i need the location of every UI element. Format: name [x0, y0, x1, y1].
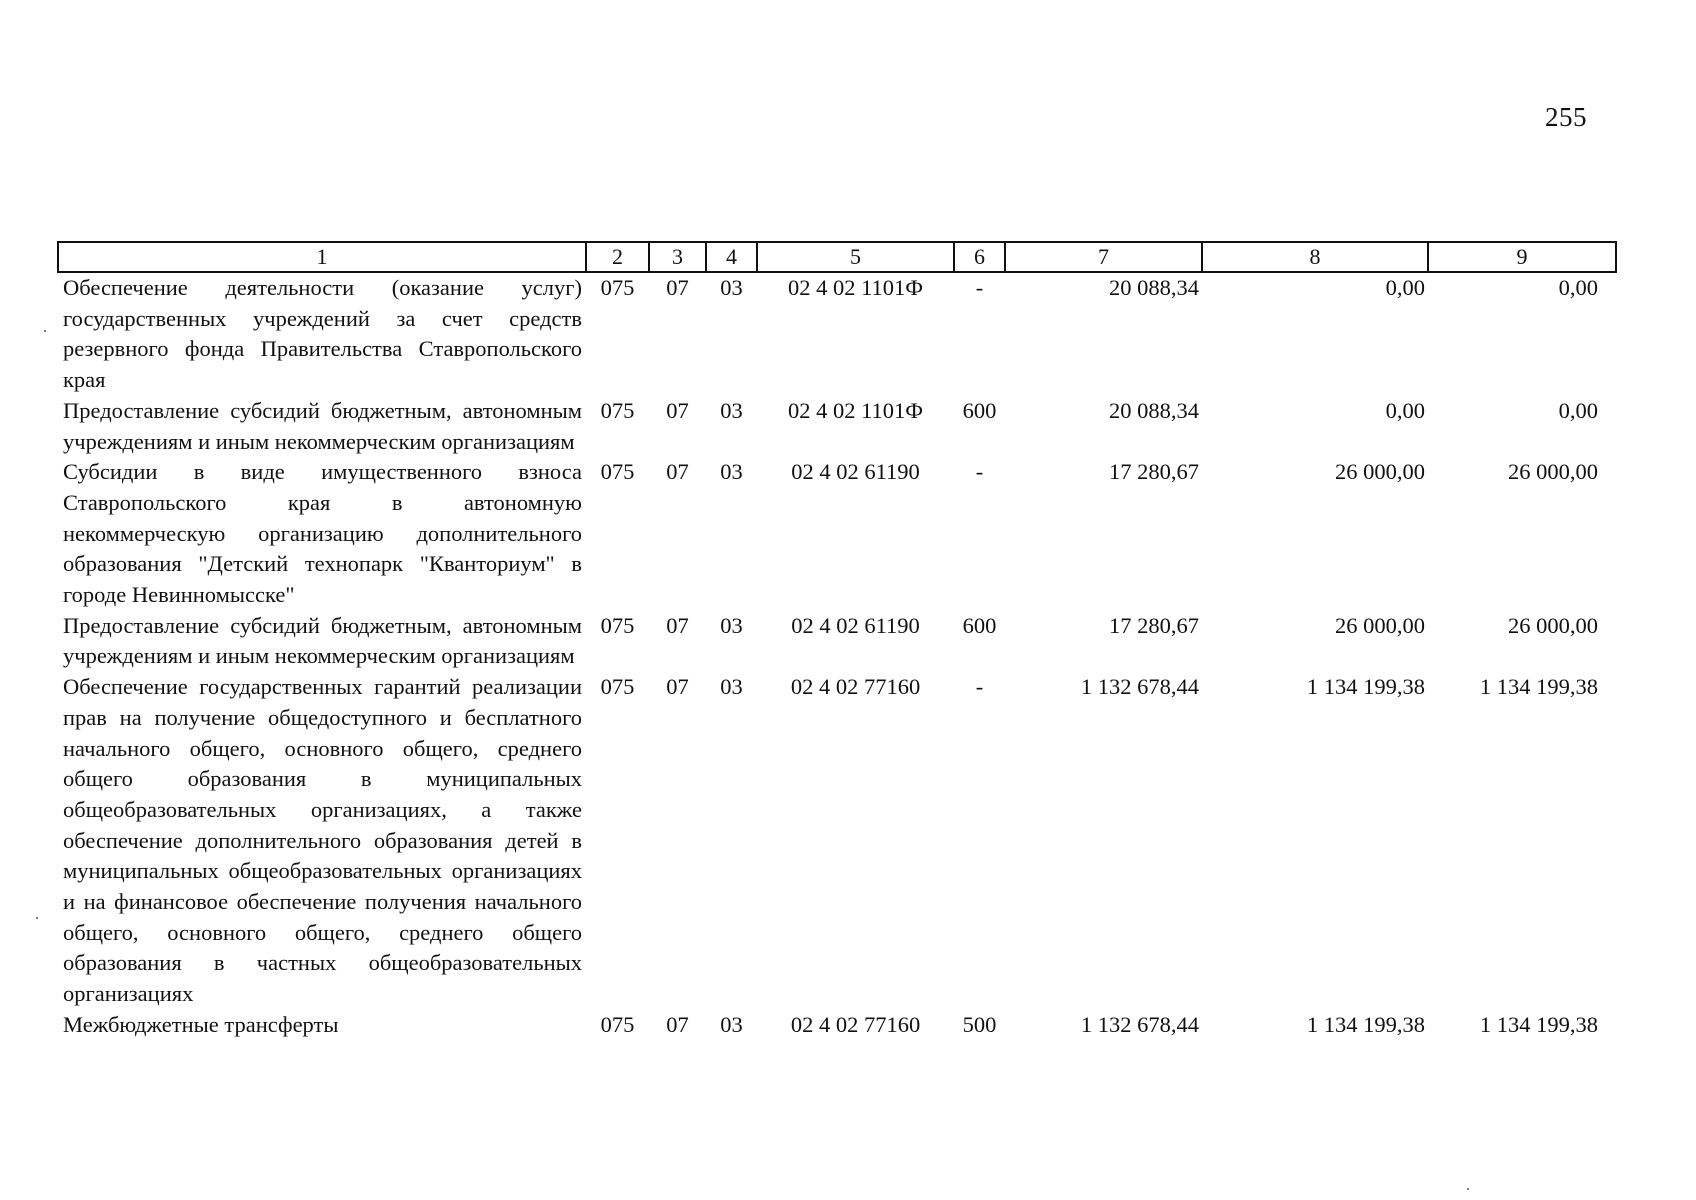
- row-col8: 1 134 199,38: [1306, 674, 1425, 700]
- row-col9: 0,00: [1558, 275, 1598, 300]
- scan-speck: [44, 330, 46, 332]
- row-col6: 600: [962, 612, 997, 638]
- row-col5: 02 4 02 61190: [791, 612, 920, 638]
- row-col7: 20 088,34: [1109, 397, 1199, 423]
- row-col3: 07: [666, 1011, 689, 1037]
- row-col3: 07: [666, 612, 689, 638]
- row-col8: 0,00: [1385, 275, 1425, 300]
- row-col6: -: [975, 674, 984, 700]
- row-col6: -: [975, 459, 984, 485]
- header-cell-6: 6: [954, 242, 1005, 272]
- header-cell-1: 1: [58, 242, 586, 272]
- table-row: [58, 457, 1616, 611]
- row-col3: 07: [666, 397, 689, 423]
- scan-speck: [36, 917, 38, 919]
- header-cell-8: 8: [1202, 242, 1428, 272]
- row-col2: 075: [600, 674, 635, 700]
- row-col7: 17 280,67: [1109, 459, 1199, 485]
- row-col3: 07: [666, 459, 689, 485]
- row-col5: 02 4 02 61190: [791, 459, 920, 485]
- row-name: Субсидии в виде имущественного взноса Ставропольского края в автономную некоммерческую организацию дополнительного образования "Детский технопарк "Кванториум" в городе Невинномысске": [63, 459, 582, 608]
- row-name: Предоставление субсидий бюджетным, автономным учреждениям и иным некоммерческим организациям: [63, 397, 582, 454]
- row-col4: 03: [720, 459, 743, 485]
- row-col6: 500: [962, 1011, 997, 1037]
- row-col3: 07: [666, 275, 689, 300]
- row-col9: 0,00: [1558, 397, 1598, 423]
- header-cell-2: 2: [586, 242, 649, 272]
- row-col9: 1 134 199,38: [1479, 1011, 1598, 1037]
- table-row: [58, 1010, 1616, 1041]
- header-cell-5: 5: [757, 242, 954, 272]
- page-number: 255: [1545, 102, 1587, 132]
- row-col5: 02 4 02 1101Ф: [787, 275, 924, 300]
- table-row: [58, 396, 1616, 457]
- header-cell-4: 4: [706, 242, 757, 272]
- row-col2: 075: [600, 275, 635, 300]
- row-col4: 03: [720, 1011, 743, 1037]
- scan-speck: [1467, 1188, 1469, 1190]
- header-cell-7: 7: [1005, 242, 1202, 272]
- row-col4: 03: [720, 397, 743, 423]
- row-col9: 26 000,00: [1508, 612, 1598, 638]
- row-col7: 20 088,34: [1109, 275, 1199, 300]
- table-row: [58, 672, 1616, 1010]
- row-col8: 26 000,00: [1335, 612, 1425, 638]
- row-col4: 03: [720, 275, 743, 300]
- row-col4: 03: [720, 612, 743, 638]
- row-col2: 075: [600, 459, 635, 485]
- table-row: [58, 611, 1616, 672]
- table-row: [58, 272, 1616, 396]
- row-col2: 075: [600, 397, 635, 423]
- row-col2: 075: [600, 612, 635, 638]
- row-col2: 075: [600, 1011, 635, 1037]
- row-col9: 1 134 199,38: [1479, 674, 1598, 700]
- row-col7: 1 132 678,44: [1080, 1011, 1199, 1037]
- row-col7: 17 280,67: [1109, 612, 1199, 638]
- row-col6: -: [975, 275, 984, 300]
- row-col9: 26 000,00: [1508, 459, 1598, 485]
- row-name: Обеспечение государственных гарантий реализации прав на получение общедоступного и бесплатного начального общего, основного общего, среднего общего образования в муниципальных общеобразовательных организациях, а также обеспечение дополнительного образования детей в муниципальных общеобразовательных организациях и на финансовое обеспечение получения начального общего, основного общего, среднего общего образования в частных общеобразовательных организациях: [63, 674, 582, 1007]
- row-name: Межбюджетные трансферты: [63, 1011, 339, 1037]
- row-col6: 600: [962, 397, 997, 423]
- row-name: Обеспечение деятельности (оказание услуг) государственных учреждений за счет средств резервного фонда Правительства Ставропольского края: [63, 275, 582, 393]
- row-col5: 02 4 02 1101Ф: [787, 397, 924, 423]
- table-header-row: [58, 242, 1616, 272]
- budget-table: [57, 241, 1617, 1041]
- row-col4: 03: [720, 674, 743, 700]
- row-name: Предоставление субсидий бюджетным, автономным учреждениям и иным некоммерческим организациям: [63, 612, 582, 669]
- row-col8: 0,00: [1385, 397, 1425, 423]
- header-cell-3: 3: [649, 242, 706, 272]
- row-col7: 1 132 678,44: [1080, 674, 1199, 700]
- header-cell-9: 9: [1428, 242, 1616, 272]
- row-col5: 02 4 02 77160: [790, 674, 921, 700]
- row-col8: 1 134 199,38: [1306, 1011, 1425, 1037]
- row-col8: 26 000,00: [1335, 459, 1425, 485]
- row-col5: 02 4 02 77160: [790, 1011, 921, 1037]
- row-col3: 07: [666, 674, 689, 700]
